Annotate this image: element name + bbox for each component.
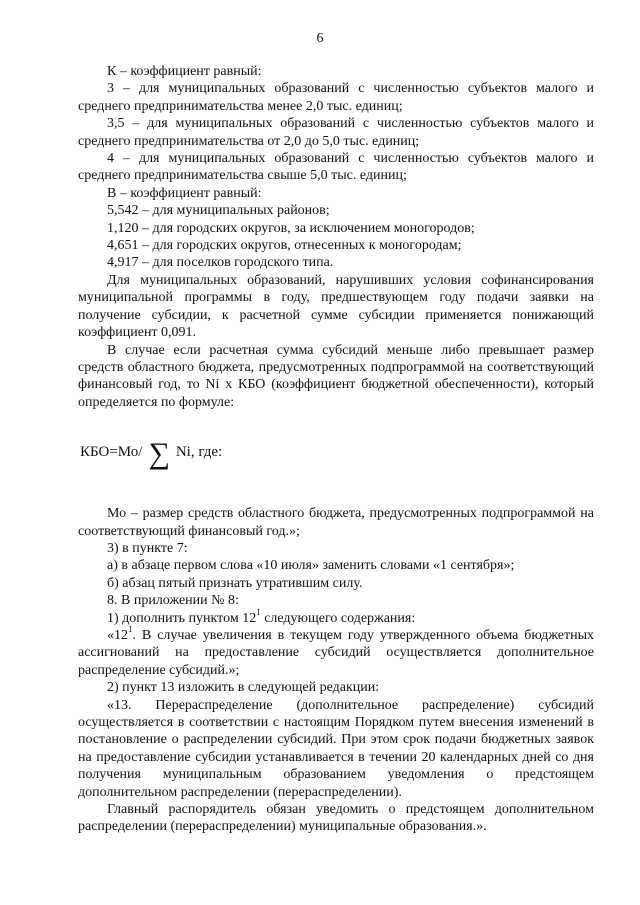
paragraph: 8. В приложении № 8: [107, 593, 239, 609]
paragraph: а) в абзаце первом слова «10 июля» заменить словами «1 сентября»; [107, 558, 515, 574]
formula-left: КБО=Мо/ [80, 444, 143, 461]
paragraph: В случае если расчетная сумма субсидий меньше либо превышает размер средств областного бюджета, предусмотренных подпрограммой на соответствующий финансовый год, то Ni x КБО (коэффициент бюджетной обеспеченности), который определяется по формуле: [78, 342, 594, 410]
paragraph-item-12-1: 1) дополнить пунктом $12^1$ следующего содержания: [107, 606, 416, 626]
paragraph: Мо – размер средств областного бюджета, предусмотренных подпрограммой на соответствующий финансовый год.»; [78, 506, 594, 539]
paragraph: «13. Перераспределение (дополнительное распределение) субсидий осуществляется в соответствии с настоящим Порядком путем внесения изменений в постановление о распределении субсидий. При этом срок подачи бюджетных заявок на предоставление субсидии устанавливается в течении 20 календарных дней со дня получения муниципальным образованием уведомления о предстоящем дополнительном распределении (перераспределении). [78, 697, 594, 800]
paragraph: 1,120 – для городских округов, за исключением моногородов; [107, 220, 475, 236]
paragraph: Для муниципальных образований, нарушивших условия софинансирования муниципальной программы в году, предшествующем году подачи заявки на получение субсидии, к расчетной сумме субсидии применяется понижающий коэффициент 0,091. [78, 272, 594, 341]
paragraph-quote-12-1: «$12^1$. В случае увеличения в текущем году утвержденного объема бюджетных ассигнований на предоставление субсидий осуществляется дополнительное распределение субсидий.»; [78, 624, 594, 678]
paragraph: 4 – для муниципальных образований с численностью субъектов малого и среднего предпринимательства свыше 5,0 тыс. единиц; [78, 151, 594, 184]
formula-right: Ni, где: [175, 444, 223, 461]
paragraph: 5,542 – для муниципальных районов; [107, 203, 330, 219]
paragraph: 4,651 – для городских округов, отнесенных к моногородам; [107, 238, 462, 254]
paragraph: б) абзац пятый признать утратившим силу. [107, 575, 363, 591]
sigma-symbol: ∑ [148, 437, 170, 471]
paragraph: 2) пункт 13 изложить в следующей редакции: [107, 680, 380, 696]
paragraph: 3 – для муниципальных образований с численностью субъектов малого и среднего предпринимательства менее 2,0 тыс. единиц; [78, 81, 594, 114]
paragraph: К – коэффициент равный: [107, 64, 262, 79]
document-body [78, 63, 594, 836]
formula-kbo [80, 433, 594, 473]
paragraph: Главный распорядитель обязан уведомить о предстоящем дополнительном распределении (перераспределении) муниципальные образования.». [78, 802, 594, 835]
paragraph: В – коэффициент равный: [107, 185, 262, 201]
paragraph: 4,917 – для поселков городского типа. [107, 255, 334, 271]
paragraph: 3,5 – для муниципальных образований с численностью субъектов малого и среднего предпринимательства от 2,0 до 5,0 тыс. единиц; [78, 116, 594, 149]
page-number: 6 [316, 31, 324, 46]
paragraph: 3) в пункте 7: [107, 540, 188, 556]
